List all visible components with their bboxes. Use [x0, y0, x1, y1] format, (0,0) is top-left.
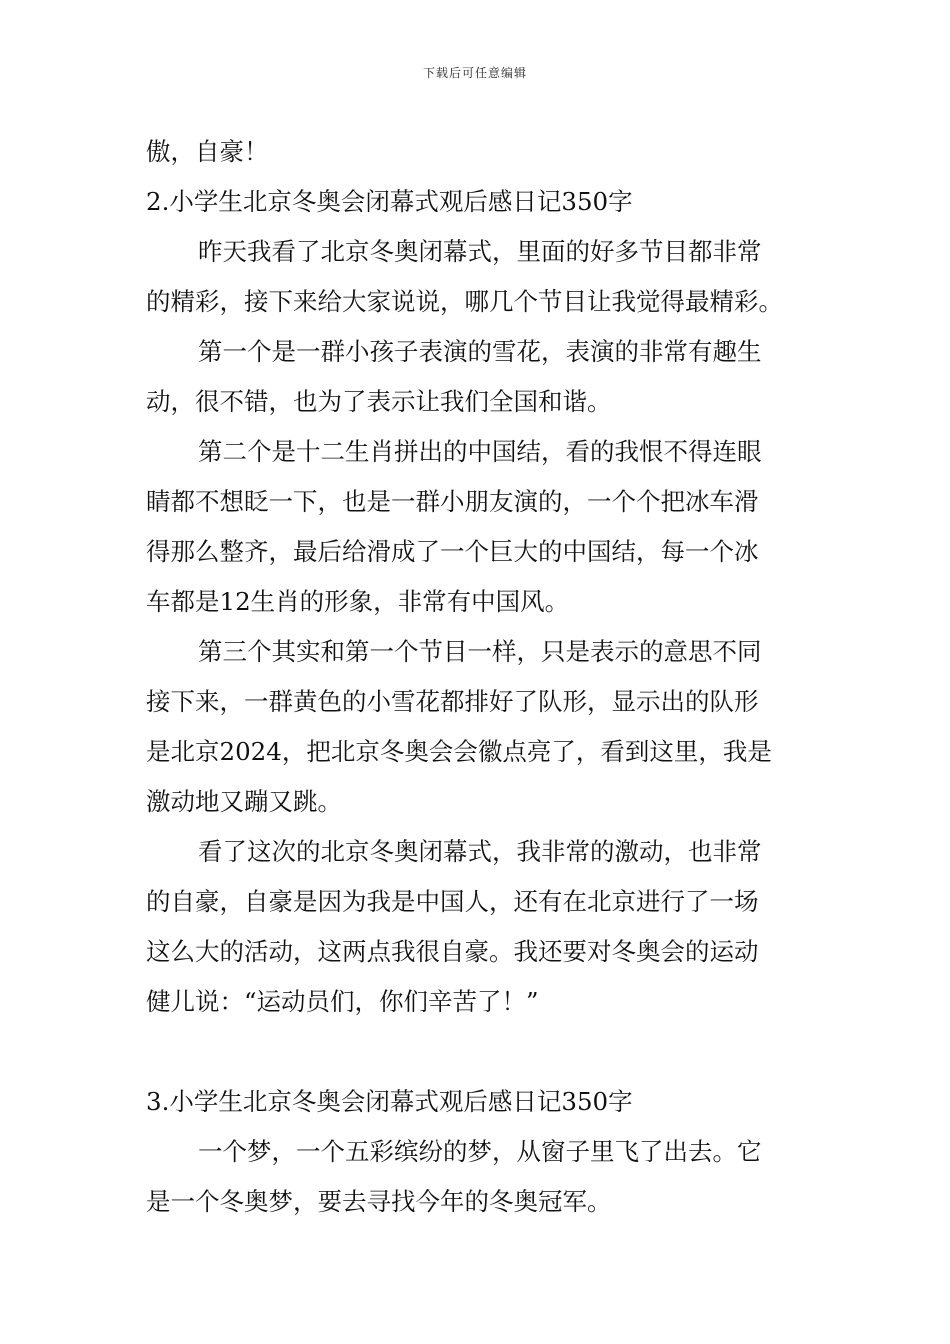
paragraph-line: 第三个其实和第一个节目一样，只是表示的意思不同	[198, 637, 762, 666]
section-heading: 2.小学生北京冬奥会闭幕式观后感日记350字	[146, 187, 633, 216]
paragraph-line: 动，很不错，也为了表示让我们全国和谐。	[146, 387, 612, 416]
paragraph-line: 第一个是一群小孩子表演的雪花，表演的非常有趣生	[198, 337, 762, 366]
text-line: 傲，自豪！	[146, 137, 269, 166]
section-heading: 3.小学生北京冬奥会闭幕式观后感日记350字	[146, 1087, 633, 1116]
paragraph-line: 一个梦，一个五彩缤纷的梦，从窗子里飞了出去。它	[198, 1137, 762, 1166]
document-body	[146, 127, 808, 1227]
blank-line	[146, 1027, 808, 1077]
page-header: 下载后可任意编辑	[422, 66, 527, 80]
paragraph-line: 是北京2024，把北京冬奥会会徽点亮了，看到这里，我是	[146, 737, 772, 766]
paragraph-line: 接下来，一群黄色的小雪花都排好了队形，显示出的队形	[146, 687, 759, 716]
paragraph-line: 的自豪，自豪是因为我是中国人，还有在北京进行了一场	[146, 887, 759, 916]
paragraph-line: 是一个冬奥梦，要去寻找今年的冬奥冠军。	[146, 1187, 612, 1216]
paragraph-line: 健儿说：“运动员们，你们辛苦了！”	[146, 987, 539, 1016]
paragraph-line: 得那么整齐，最后给滑成了一个巨大的中国结，每一个冰	[146, 537, 759, 566]
paragraph-line: 睛都不想眨一下，也是一群小朋友演的，一个个把冰车滑	[146, 487, 759, 516]
paragraph-line: 车都是12生肖的形象，非常有中国风。	[146, 587, 570, 616]
paragraph-line: 第二个是十二生肖拼出的中国结，看的我恨不得连眼	[198, 437, 762, 466]
paragraph-line: 昨天我看了北京冬奥闭幕式，里面的好多节目都非常	[198, 237, 762, 266]
paragraph-line: 激动地又蹦又跳。	[146, 787, 342, 816]
paragraph-line: 这么大的活动，这两点我很自豪。我还要对冬奥会的运动	[146, 937, 759, 966]
paragraph-line: 的精彩，接下来给大家说说，哪几个节目让我觉得最精彩。	[146, 287, 783, 316]
paragraph-line: 看了这次的北京冬奥闭幕式，我非常的激动，也非常	[198, 837, 762, 866]
